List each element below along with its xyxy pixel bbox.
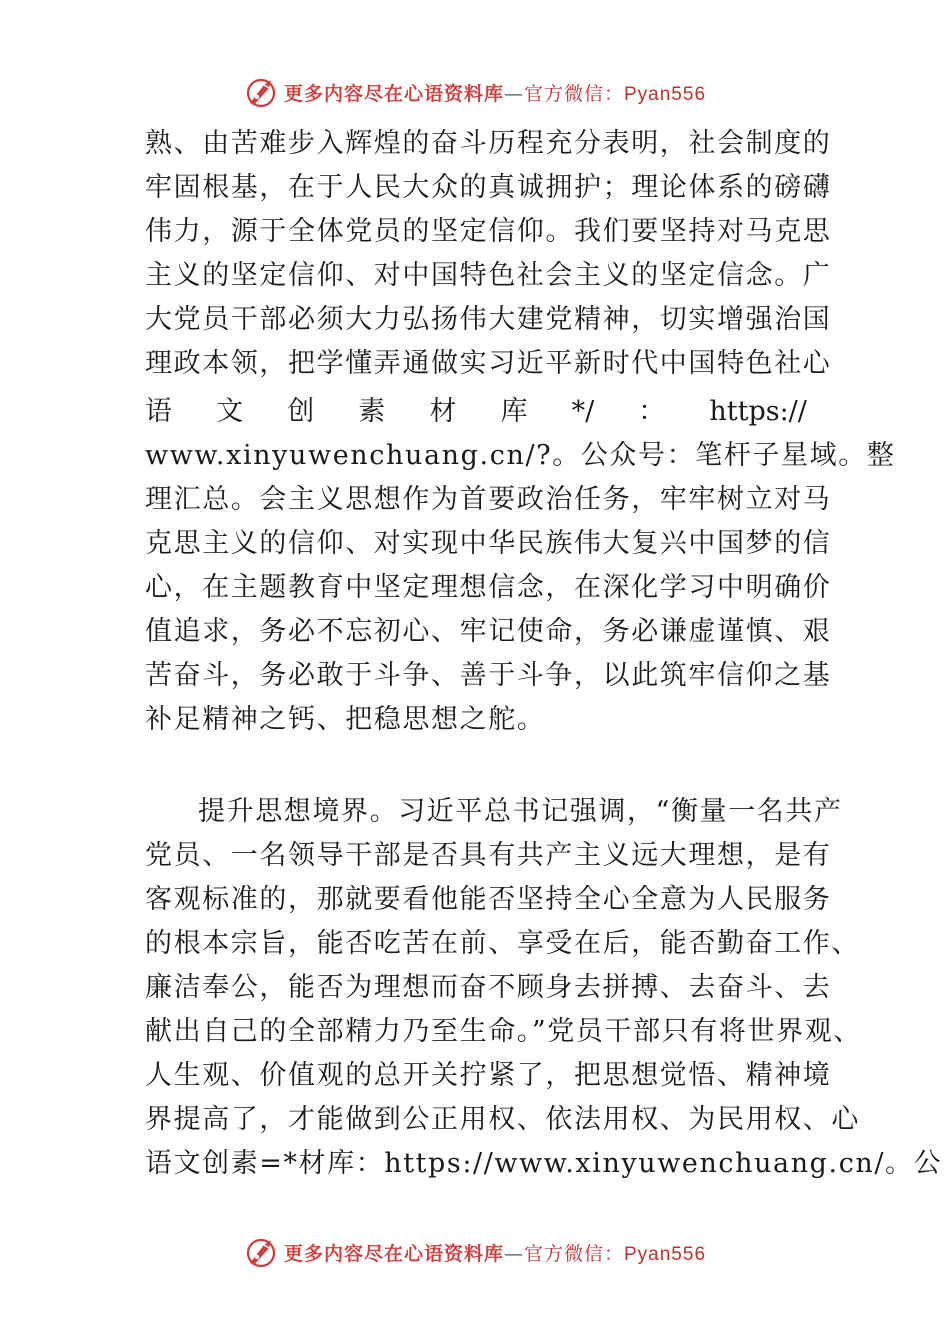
text-line: 补足精神之钙、把稳思想之舵。 (145, 704, 546, 735)
spaced-char: ： (638, 396, 666, 427)
spaced-char: */ (571, 396, 595, 427)
text-line: 伟力，源于全体党员的坚定信仰。我们要坚持对马克思 (145, 216, 832, 247)
text-line: 理政本领，把学懂弄通做实习近平新时代中国特色社心 (145, 348, 832, 379)
header-banner (0, 72, 950, 112)
text-line: www.xinyuwenchuang.cn/?。公众号：笔杆子星域。整 (145, 440, 896, 471)
text-line: 客观标准的，那就要看他能否坚持全心全意为人民服务 (145, 884, 832, 915)
footer-wechat-label: 官方微信： (523, 1242, 624, 1265)
header-wechat-id: Pyan556 (624, 83, 707, 105)
text-line: 语文创素=*材库：https://www.xinyuwenchuang.cn/。公 (145, 1148, 943, 1179)
footer-separator: — (503, 1242, 524, 1265)
header-wechat-label: 官方微信： (523, 82, 624, 105)
paragraph-first-line: 提升思想境界。习近平总书记强调，“衡量一名共产 (198, 796, 843, 827)
footer-text (284, 1239, 706, 1266)
spaced-char: 文 (216, 396, 244, 427)
spaced-char: https:// (709, 396, 807, 427)
pen-nib-logo-icon (244, 1235, 278, 1269)
text-line: 大党员干部必须大力弘扬伟大建党精神，切实增强治国 (145, 304, 832, 335)
text-line: 廉洁奉公，能否为理想而奋不顾身去拼搏、去奋斗、去 (145, 972, 832, 1003)
text-line-spaced (145, 395, 807, 429)
footer-banner (0, 1232, 950, 1272)
text-line: 的根本宗旨，能否吃苦在前、享受在后，能否勤奋工作、 (145, 928, 860, 959)
text-line: 界提高了，才能做到公正用权、依法用权、为民用权、心 (145, 1104, 860, 1135)
spaced-char: 材 (429, 396, 457, 427)
text-line: 理汇总。会主义思想作为首要政治任务，牢牢树立对马 (145, 484, 832, 515)
text-line: 人生观、价值观的总开关拧紧了，把思想觉悟、精神境 (145, 1060, 832, 1091)
text-line: 值追求，务必不忘初心、牢记使命，务必谦虚谨慎、艰 (145, 616, 832, 647)
header-brand: 更多内容尽在心语资料库 (283, 82, 504, 105)
text-line: 苦奋斗，务必敢于斗争、善于斗争，以此筑牢信仰之基 (145, 660, 832, 691)
text-line: 牢固根基，在于人民大众的真诚拥护；理论体系的磅礴 (145, 172, 832, 203)
header-text (284, 79, 706, 106)
pen-nib-logo-icon (244, 75, 278, 109)
text-line: 献出自己的全部精力乃至生命。”党员干部只有将世界观、 (145, 1016, 862, 1047)
footer-wechat-id: Pyan556 (624, 1243, 707, 1265)
header-separator: — (503, 82, 524, 105)
text-line: 克思主义的信仰、对实现中华民族伟大复兴中国梦的信 (145, 528, 832, 559)
text-line: 主义的坚定信仰、对中国特色社会主义的坚定信念。广 (145, 260, 832, 291)
footer-brand: 更多内容尽在心语资料库 (283, 1242, 504, 1265)
spaced-char: 库 (500, 396, 528, 427)
spaced-char: 创 (287, 396, 315, 427)
spaced-char: 语 (145, 396, 172, 427)
text-line: 心，在主题教育中坚定理想信念，在深化学习中明确价 (145, 572, 832, 603)
spaced-char: 素 (358, 396, 386, 427)
text-line: 熟、由苦难步入辉煌的奋斗历程充分表明，社会制度的 (145, 128, 832, 159)
text-line: 党员、一名领导干部是否具有共产主义远大理想，是有 (145, 840, 832, 871)
